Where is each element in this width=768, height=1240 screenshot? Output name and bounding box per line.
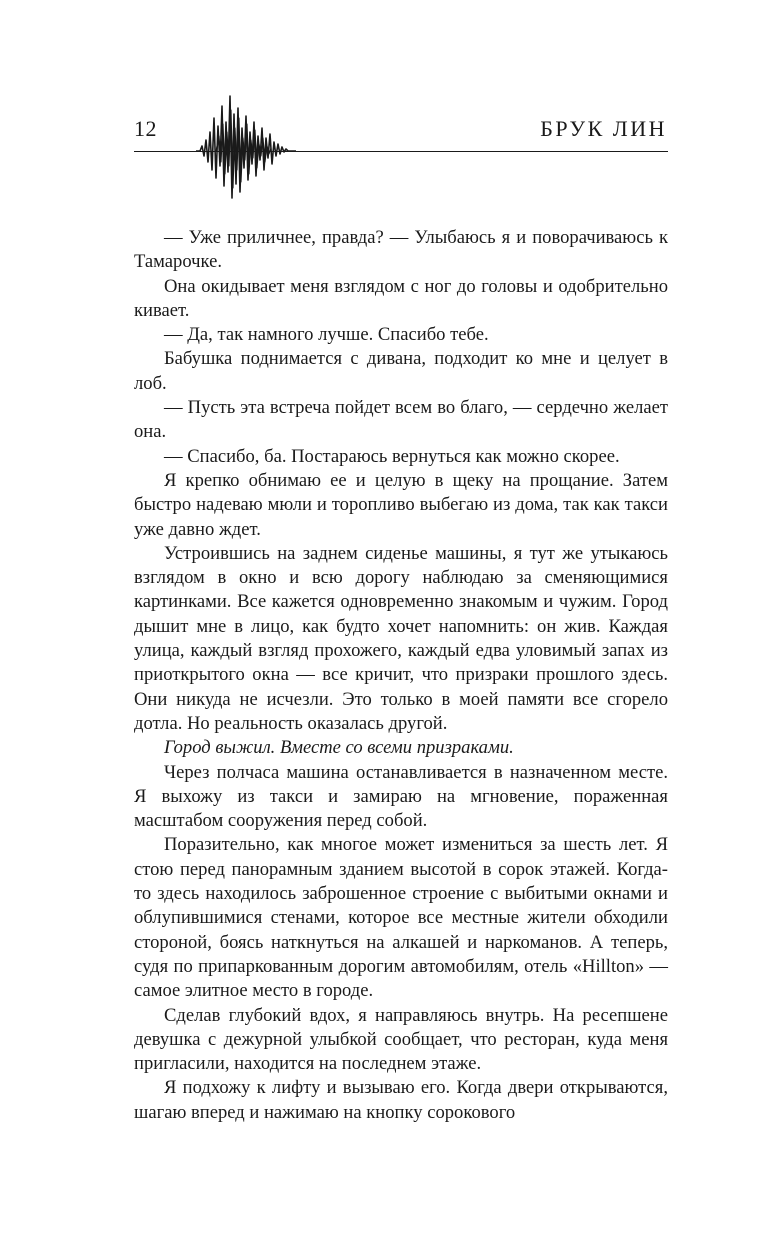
- paragraph: Я подхожу к лифту и вызываю его. Когда двери открываются, шагаю вперед и нажимаю на кнопку сорокового: [134, 1077, 668, 1123]
- paragraph: Я крепко обнимаю ее и целую в щеку на прощание. Затем быстро надеваю мюли и торопливо выбегаю из дома, так как такси уже давно ждет.: [134, 469, 668, 540]
- paragraph: — Да, так намного лучше. Спасибо тебе.: [164, 324, 489, 346]
- page-header: [0, 0, 768, 210]
- paragraph: Поразительно, как многое может измениться за шесть лет. Я стою перед панорамным зданием высотой в сорок этажей. Когда-то здесь находилось заброшенное строение с выбитыми окнами и облупившимися стенами, которое все местные жители обходили стороной, боясь наткнуться на алкашей и наркоманов. А теперь, судя по припаркованным дорогим автомобилям, отель «Hillton» — самое элитное место в городе.: [134, 834, 668, 1002]
- paragraph: — Уже приличнее, правда? — Улыбаюсь я и поворачиваюсь к Тамарочке.: [134, 227, 668, 273]
- paragraph: Она окидывает меня взглядом с ног до головы и одобрительно кивает.: [134, 275, 668, 321]
- page-number: 12: [134, 116, 157, 141]
- paragraph: Устроившись на заднем сиденье машины, я тут же утыкаюсь взглядом в окно и всю дорогу наблюдаю за сменяющимися картинками. Все кажется одновременно знакомым и чужим. Город дышит мне в лицо, как будто хочет напомнить: он жив. Каждая улица, каждый взгляд прохожего, каждый едва уловимый запах из приоткрытого окна — все кричит, что призраки прошлого здесь. Они никуда не исчезли. Это только в моей памяти все сгорело дотла. Но реальность оказалась другой.: [134, 542, 668, 734]
- main-text: [134, 226, 668, 1125]
- italic-paragraph: Город выжил. Вместе со всеми призраками.: [164, 737, 514, 759]
- running-head: БРУК ЛИН: [540, 116, 667, 141]
- paragraph: Через полчаса машина останавливается в назначенном месте. Я выхожу из такси и замираю на мгновение, пораженная масштабом сооружения перед собой.: [134, 761, 668, 832]
- paragraph: Сделав глубокий вдох, я направляюсь внутрь. На ресепшене девушка с дежурной улыбкой сообщает, что ресторан, куда меня пригласили, находится на последнем этаже.: [134, 1004, 668, 1075]
- sound-wave-icon: [196, 88, 296, 206]
- paragraph: — Спасибо, ба. Постараюсь вернуться как можно скорее.: [164, 445, 620, 467]
- paragraph: Бабушка поднимается с дивана, подходит ко мне и целует в лоб.: [134, 348, 668, 394]
- paragraph: — Пусть эта встреча пойдет всем во благо, — сердечно желает она.: [134, 397, 668, 443]
